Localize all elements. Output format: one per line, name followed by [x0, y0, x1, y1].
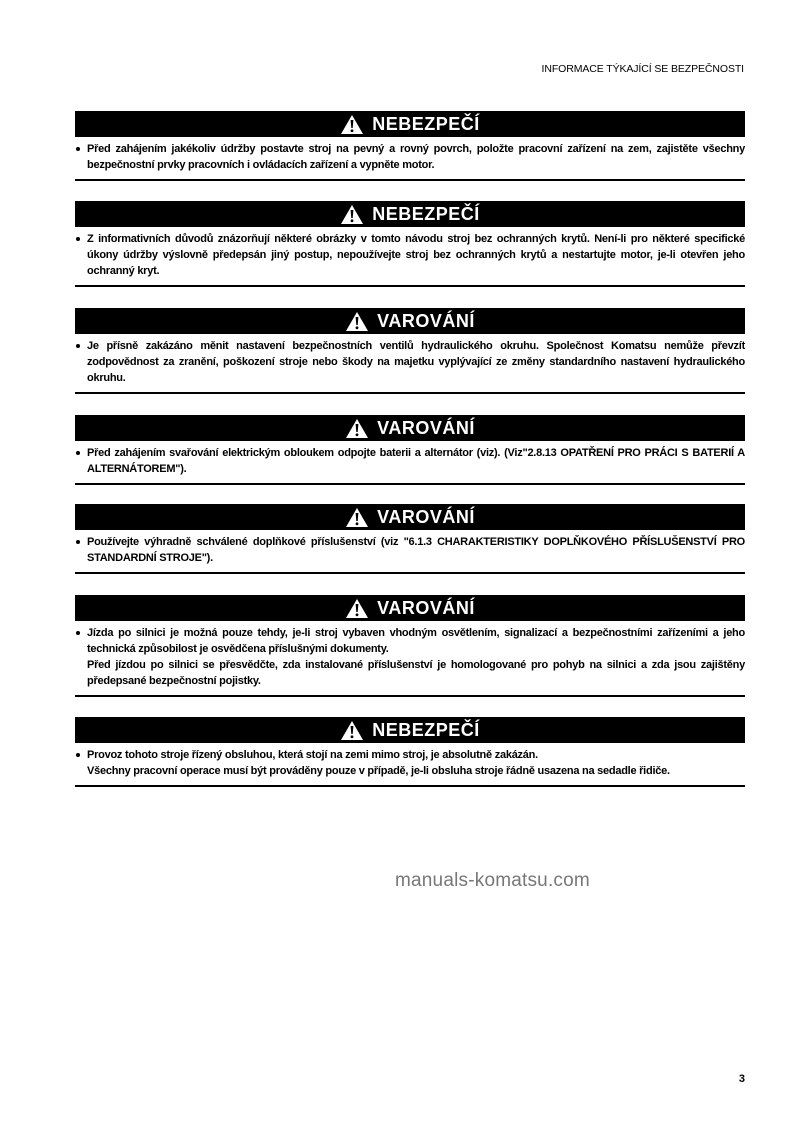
notice-paragraph: Jízda po silnici je možná pouze tehdy, je-li stroj vybaven vhodným osvětlením, signalizací a bezpečnostními zařízeními a jeho technická způsobilost je osvědčena příslušnými dokumenty.	[87, 627, 745, 655]
notice-text	[75, 231, 745, 279]
safety-notice	[75, 415, 745, 485]
bullet-icon	[76, 631, 80, 635]
notice-level: NEBEZPEČÍ	[372, 203, 480, 224]
notice-paragraph: Před jízdou po silnici se přesvědčte, zda instalované příslušenství je homologované pro pohyb na silnici a zda jsou zajištěny předepsané bezpečnostní pojistky.	[87, 659, 745, 687]
warning-triangle-icon	[345, 507, 369, 528]
bullet-icon	[76, 147, 80, 151]
notice-body	[75, 227, 745, 287]
notice-paragraph: Je přísně zakázáno měnit nastavení bezpečnostních ventilů hydraulického okruhu. Společnost Komatsu nemůže převzít zodpovědnost za zranění, poškození stroje nebo škody na majetku vyplývající ze změny standardního nastavení hydraulického okruhu.	[87, 340, 745, 384]
warning-triangle-icon	[345, 311, 369, 332]
safety-notice	[75, 201, 745, 287]
notice-text	[75, 534, 745, 566]
notice-body	[75, 530, 745, 574]
notice-level: NEBEZPEČÍ	[372, 113, 480, 134]
notice-banner	[75, 595, 745, 621]
notice-text	[75, 141, 745, 173]
safety-notice	[75, 595, 745, 697]
notice-level: VAROVÁNÍ	[377, 597, 475, 618]
safety-notice	[75, 111, 745, 181]
notice-banner	[75, 504, 745, 530]
warning-triangle-icon	[340, 114, 364, 135]
notice-text	[75, 763, 745, 779]
notice-body	[75, 334, 745, 394]
notice-text	[75, 657, 745, 689]
notice-text	[75, 445, 745, 477]
safety-notice	[75, 717, 745, 787]
safety-notice	[75, 504, 745, 574]
notice-paragraph: Z informativních důvodů znázorňují některé obrázky v tomto návodu stroj bez ochranných krytů. Není-li pro některé specifické úkony údržby výslovně předepsán jiný postup, nepoužívejte stroj bez ochranných krytů a nestartujte motor, je-li otevřen jeho ochranný kryt.	[87, 233, 745, 277]
warning-triangle-icon	[340, 204, 364, 225]
notice-body	[75, 743, 745, 787]
notice-level: VAROVÁNÍ	[377, 310, 475, 331]
notice-level: NEBEZPEČÍ	[372, 719, 480, 740]
bullet-icon	[76, 237, 80, 241]
watermark: manuals-komatsu.com	[395, 870, 590, 891]
notice-text	[75, 338, 745, 386]
warning-triangle-icon	[345, 418, 369, 439]
warning-triangle-icon	[345, 598, 369, 619]
notice-body	[75, 441, 745, 485]
notice-paragraph: Všechny pracovní operace musí být prováděny pouze v případě, je-li obsluha stroje řádně usazena na sedadle řidiče.	[87, 765, 670, 777]
bullet-icon	[76, 344, 80, 348]
notice-banner	[75, 201, 745, 227]
notice-paragraph: Před zahájením jakékoliv údržby postavte stroj na pevný a rovný povrch, položte pracovní zařízení na zem, zajistěte všechny bezpečnostní prvky pracovních i ovládacích zařízení a vypněte motor.	[87, 143, 745, 171]
warning-triangle-icon	[340, 720, 364, 741]
bullet-icon	[76, 753, 80, 757]
page-number: 3	[738, 1073, 745, 1085]
notice-level: VAROVÁNÍ	[377, 506, 475, 527]
notice-paragraph: Provoz tohoto stroje řízený obsluhou, která stojí na zemi mimo stroj, je absolutně zakázán.	[87, 749, 538, 761]
notice-banner	[75, 111, 745, 137]
safety-notice	[75, 308, 745, 394]
notice-paragraph: Před zahájením svařování elektrickým obloukem odpojte baterii a alternátor (viz). (Viz"2.8.13 OPATŘENÍ PRO PRÁCI S BATERIÍ A ALTERNÁTOREM").	[87, 447, 745, 475]
notice-body	[75, 621, 745, 697]
notice-text	[75, 747, 745, 763]
section-header: INFORMACE TÝKAJÍCÍ SE BEZPEČNOSTI	[541, 63, 744, 75]
bullet-icon	[76, 540, 80, 544]
notice-banner	[75, 717, 745, 743]
notice-paragraph: Používejte výhradně schválené doplňkové příslušenství (viz "6.1.3 CHARAKTERISTIKY DOPLŇKOVÉHO PŘÍSLUŠENSTVÍ PRO STANDARDNÍ STROJE").	[87, 536, 745, 564]
notice-banner	[75, 415, 745, 441]
bullet-icon	[76, 451, 80, 455]
notice-text	[75, 625, 745, 657]
notice-banner	[75, 308, 745, 334]
notice-level: VAROVÁNÍ	[377, 417, 475, 438]
notice-body	[75, 137, 745, 181]
